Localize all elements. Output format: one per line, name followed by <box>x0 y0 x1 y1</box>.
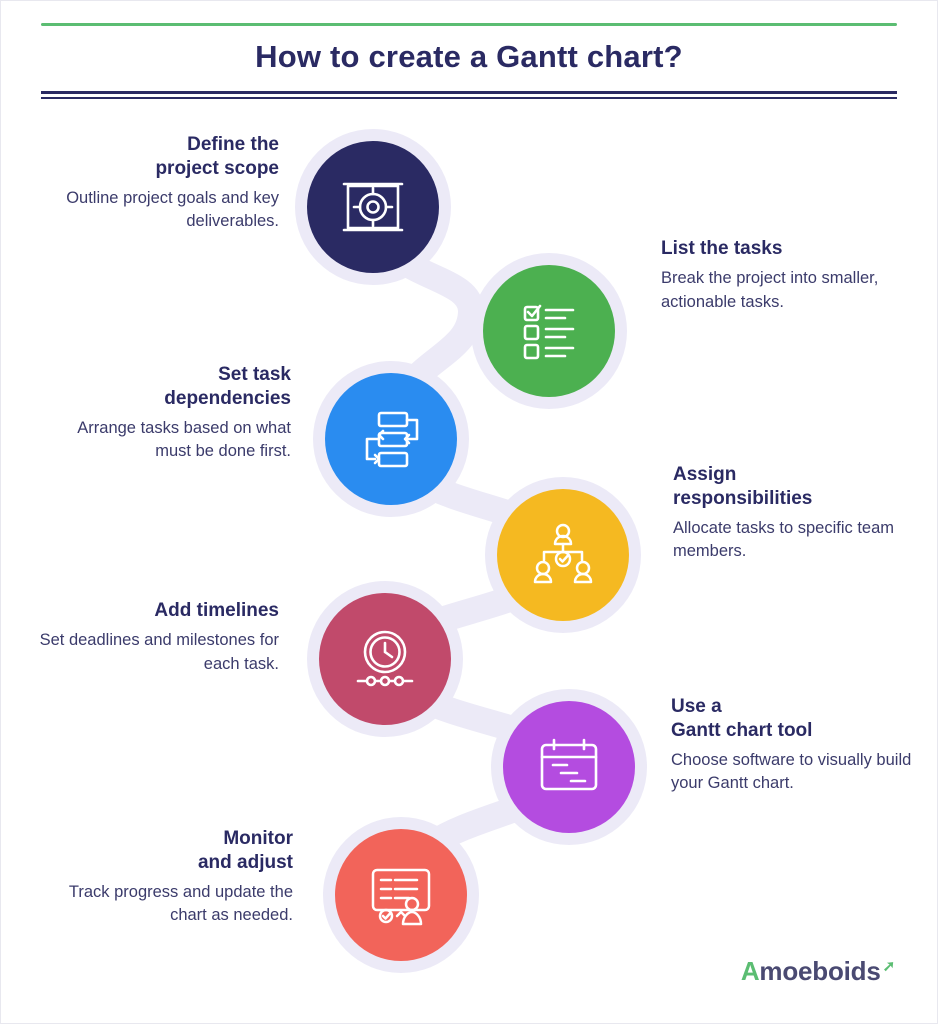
team-assign-icon <box>528 520 598 590</box>
step-heading: Define the project scope <box>155 134 279 179</box>
blueprint-target-icon <box>336 170 410 244</box>
step-body: Break the project into smaller, actionable tasks. <box>661 268 879 311</box>
step-text-add-timelines <box>29 599 279 677</box>
step-node-use-a-gantt-chart-tool[interactable] <box>491 689 647 845</box>
step-node-list-the-tasks[interactable] <box>471 253 627 409</box>
page-title: How to create a Gantt chart? <box>255 39 683 74</box>
step-node-define-project-scope[interactable] <box>295 129 451 285</box>
step-heading: Monitor and adjust <box>197 828 293 873</box>
step-text-define-project-scope <box>29 133 279 234</box>
gantt-calendar-icon <box>533 731 605 803</box>
brand-logo <box>741 956 895 987</box>
monitor-report-icon <box>364 858 438 932</box>
step-node-set-task-dependencies[interactable] <box>313 361 469 517</box>
step-text-use-a-gantt-chart-tool <box>671 695 921 796</box>
step-text-set-task-dependencies <box>41 363 291 464</box>
step-body: Allocate tasks to specific team members. <box>673 518 895 561</box>
step-body: Track progress and update the chart as needed. <box>68 882 293 925</box>
logo-name: moeboids <box>759 956 881 986</box>
step-text-list-the-tasks <box>661 237 911 315</box>
step-disc <box>325 373 457 505</box>
top-accent-rule <box>41 23 897 26</box>
step-body: Outline project goals and key deliverables. <box>66 188 279 231</box>
step-disc <box>483 265 615 397</box>
step-text-assign-responsibilities <box>673 463 923 564</box>
checklist-icon <box>515 297 583 365</box>
step-disc <box>497 489 629 621</box>
step-disc <box>319 593 451 725</box>
title-underline-thin <box>41 97 897 99</box>
step-heading: Assign responsibilities <box>673 464 813 509</box>
step-heading: Use a Gantt chart tool <box>671 696 813 741</box>
flow-dependency-icon <box>355 403 427 475</box>
step-body: Set deadlines and milestones for each task. <box>39 630 279 673</box>
title-underline-thick <box>41 91 897 94</box>
step-node-assign-responsibilities[interactable] <box>485 477 641 633</box>
step-node-monitor-and-adjust[interactable] <box>323 817 479 973</box>
step-heading: Add timelines <box>154 600 279 621</box>
logo-arrow-icon: ➚ <box>882 958 895 975</box>
step-disc <box>307 141 439 273</box>
step-node-add-timelines[interactable] <box>307 581 463 737</box>
step-body: Arrange tasks based on what must be done first. <box>77 418 291 461</box>
steps-flow <box>1 111 938 991</box>
logo-initial: A <box>740 956 760 986</box>
step-heading: Set task dependencies <box>164 364 291 409</box>
step-body: Choose software to visually build your Gantt chart. <box>671 750 912 793</box>
step-text-monitor-and-adjust <box>43 827 293 928</box>
step-disc <box>503 701 635 833</box>
step-heading: List the tasks <box>661 238 783 259</box>
step-disc <box>335 829 467 961</box>
clock-milestone-icon <box>348 622 422 696</box>
